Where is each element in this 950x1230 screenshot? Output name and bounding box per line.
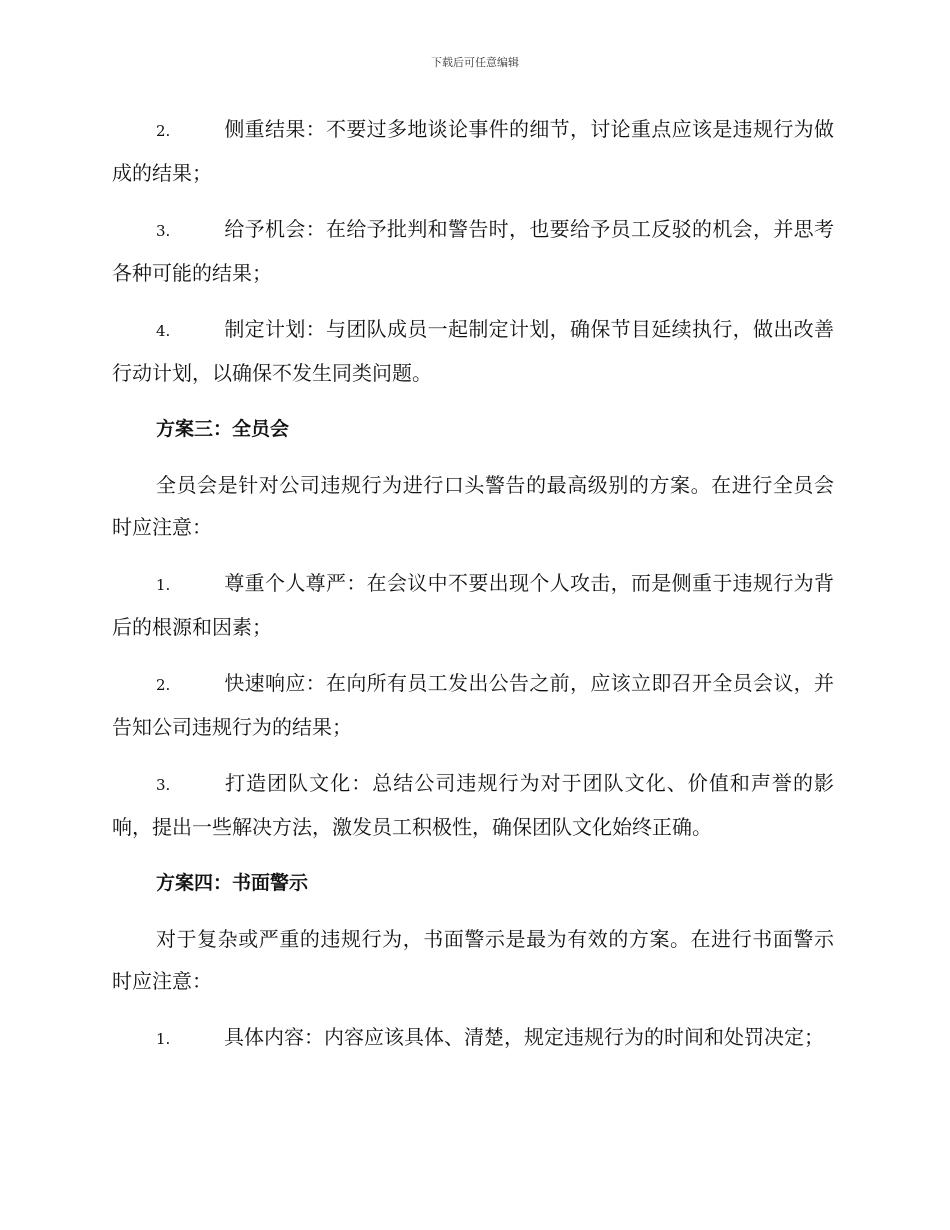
section-heading-plan-four: 方案四：书面警示 [156, 872, 309, 894]
list-item [112, 562, 834, 648]
list-item-text: 快速响应：在向所有员工发出公告之前，应该立即召开全员会议，并告知公司违规行为的结果； [112, 671, 834, 739]
list-item [112, 662, 834, 748]
list-item [112, 1016, 834, 1060]
list-item-text: 给予机会：在给予批判和警告时，也要给予员工反驳的机会，并思考各种可能的结果； [112, 217, 834, 285]
list-item-number: 4. [156, 322, 171, 340]
page-header: 下载后可任意编辑 [431, 56, 519, 69]
list-item-number: 1. [156, 576, 171, 594]
list-item-number: 3. [156, 776, 171, 794]
list-item [112, 208, 834, 294]
list-item-text: 制定计划：与团队成员一起制定计划，确保节目延续执行，做出改善行动计划，以确保不发生同类问题。 [112, 317, 834, 385]
list-item [112, 108, 834, 194]
list-item-text: 打造团队文化：总结公司违规行为对于团队文化、价值和声誉的影响，提出一些解决方法，激发员工积极性，确保团队文化始终正确。 [112, 771, 834, 839]
list-item-text: 侧重结果：不要过多地谈论事件的细节，讨论重点应该是违规行为做成的结果； [112, 117, 834, 185]
section-heading-plan-three: 方案三：全员会 [156, 418, 290, 440]
list-item-number: 3. [156, 222, 171, 240]
list-item [112, 308, 834, 394]
document-body [112, 108, 834, 1074]
list-item-number: 2. [156, 676, 171, 694]
list-item [112, 762, 834, 848]
body-paragraph: 全员会是针对公司违规行为进行口头警告的最高级别的方案。在进行全员会时应注意： [112, 473, 834, 539]
body-paragraph: 对于复杂或严重的违规行为，书面警示是最为有效的方案。在进行书面警示时应注意： [112, 927, 834, 993]
list-item-number: 1. [156, 1030, 171, 1048]
list-item-text: 尊重个人尊严：在会议中不要出现个人攻击，而是侧重于违规行为背后的根源和因素； [112, 571, 834, 639]
list-item-text: 具体内容：内容应该具体、清楚，规定违规行为的时间和处罚决定； [224, 1025, 824, 1049]
list-item-number: 2. [156, 122, 171, 140]
